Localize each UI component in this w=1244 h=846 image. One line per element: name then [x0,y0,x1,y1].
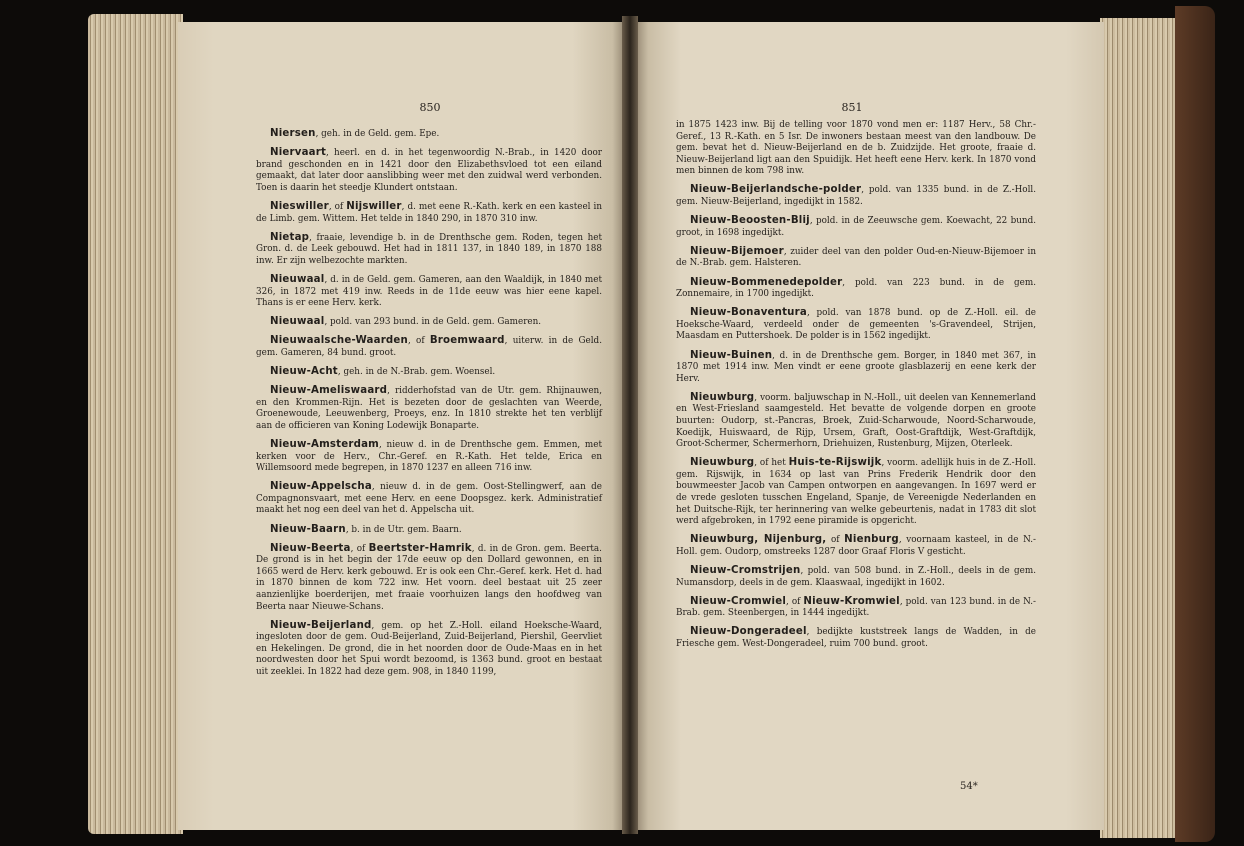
entry-headword: Nieuw-Beerta [270,542,351,554]
entry-headword: Nieuw-Beijerland [270,619,372,631]
dictionary-entry [676,392,1036,451]
entry-text: , pold. van 223 bund. in de gem. Zonnemaire, in 1700 ingedijkt. [676,277,1036,300]
dictionary-entry [256,543,602,614]
right-column-text [676,120,1036,657]
entry-text: , fraaie, levendige b. in de Drenthsche gem. Roden, tegen het Gron. d. de Leek gebouwd. Het had in 1811 137, in 1840 189, in 1870 188 inw. Er zijn welbezochte markten. [256,232,602,266]
dictionary-entry [256,335,602,359]
dictionary-entry [676,534,1036,558]
entry-text: , zuider deel van den polder Oud-en-Nieuw-Bijemoer in de N.-Brab. gem. Halsteren. [676,246,1036,269]
entry-text: , d. in de Gron. gem. Beerta. De grond is in het begin der 17de eeuw op den Dollard gewonnen, en in 1665 werd de Herv. kerk gebouwd. Er is ook een Chr.-Geref. kerk. Het d. had in 1870 binnen de kom 722 inw. Het voorn. deel bestaat uit 25 zeer aanzienlijke boerderijen, met fraaie voorhuizen langs den hoofdweg van Beerta naar Nieuwe-Schans. [256,543,602,612]
dictionary-entry [256,524,602,537]
page-edges-right [1100,18,1180,838]
dictionary-entry [676,565,1036,589]
entry-headword: Nieuw-Bommenedepolder [690,276,843,288]
entry-text: , pold. van 123 bund. in de N.-Brab. gem. Steenbergen, in 1444 ingedijkt. [676,596,1036,619]
entry-headword: Nieuw-Ameliswaard [270,385,388,397]
entry-headword: Nieuw-Amsterdam [270,438,379,450]
dictionary-entry [676,120,1036,178]
entry-text: , pold. van 293 bund. in de Geld. gem. Gameren. [324,317,542,328]
book-gutter [622,16,638,834]
entry-text: , voorm. baljuwschap in N.-Holl., uit deelen van Kennemerland en West-Friesland saamgesteld. Het bevatte de volgende dorpen en groote buurten: Oudorp, st.-Pancras, Broek, Zuid-Scharwoude, Noord-Scharwoude, Koedijk, Huiswaard, de Rijp, Ursem, Graft, Oost-Graftdijk, West-Graftdijk, Groot-Schermer, Schermerhorn, Driehuizen, Rustenburg, Mijzen, Oterleek. [676,392,1036,450]
dictionary-entry [256,232,602,268]
entry-text: , b. in de Utr. gem. Baarn. [345,524,462,535]
dictionary-entry [676,596,1036,620]
signature-mark: 54* [960,781,978,792]
entry-text: , uiterw. in de Geld. gem. Gameren, 84 bund. groot. [256,336,602,358]
dictionary-entry [256,274,602,310]
entry-headword: Nieuw-Dongeradeel [690,626,807,638]
page-number-left: 850 [419,101,441,114]
entry-headword: Nieuw-Beoosten-Blij [690,215,810,227]
entry-text: , pold. van 1878 bund. op de Z.-Holl. eil. de Hoeksche-Waard, verdeeld onder de gemeenten 's-Gravendeel, Strijen, Maasdam en Puttershoek. De polder is in 1562 ingedijkt. [676,308,1036,342]
book-cover-right [1175,6,1215,842]
entry-headword: Nijswiller [346,200,402,212]
entry-headword: Nieuwburg [690,391,755,403]
entry-text: , of het [754,458,789,469]
entry-text: , d. in de Drenthsche gem. Borger, in 1840 met 367, in 1870 met 1914 inw. Men vindt er eene groote glasblazerij en eene kerk der Herv. [676,350,1036,384]
entry-headword: Broemwaard [429,335,505,347]
entry-text: , nieuw d. in de gem. Oost-Stellingwerf, aan de Compagnonsvaart, met eene Herv. en eene Doopsgez. kerk. Administratief maakt het nog een deel van het d. Appelscha uit. [256,482,602,516]
entry-headword: Beertster-Hamrik [368,542,472,554]
entry-headword: Huis-te-Rijswijk [788,457,882,469]
entry-text: , voornaam kasteel, in de N.-Holl. gem. Oudorp, omstreeks 1287 door Graaf Floris V gesticht. [676,535,1036,557]
entry-text: , gem. op het Z.-Holl. eiland Hoeksche-Waard, ingesloten door de gem. Oud-Beijerland, Zuid-Beijerland, Piershil, Geervliet en Hekelingen. De grond, die in het noorden door de Oude-Maas en in het noordwesten door het Spui wordt bezoomd, is 1363 bund. groot en bestaat uit zeeklei. In 1822 had deze gem. 908, in 1840 1199, [256,620,602,678]
dictionary-entry [256,147,602,194]
entry-text: , of [407,336,430,347]
entry-headword: Niervaart [270,147,327,159]
entry-headword: Nieuwburg [690,457,755,469]
entry-text: , of [328,201,347,212]
page-number-right: 851 [841,101,863,114]
entry-headword: Nieuw-Bonaventura [690,307,807,319]
entry-headword: Nieuw-Cromwiel [690,595,787,607]
dictionary-entry [676,184,1036,208]
dictionary-entry [256,439,602,475]
entry-text: , d. in de Geld. gem. Gameren, aan den Waaldijk, in 1840 met 326, in 1872 met 419 inw. Reeds in de 11de eeuw was hier eene kapel. Thans is er eene Herv. kerk. [256,274,602,309]
entry-headword: Nieuwburg, Nijenburg, [690,534,827,546]
entry-headword: Nieswiller [270,200,329,212]
dictionary-entry [256,128,602,141]
entry-text: , geh. in de N.-Brab. gem. Woensel. [337,367,496,377]
entry-text: , of [786,596,804,607]
entry-headword: Nietap [270,231,310,243]
entry-headword: Nieuw-Beijerlandsche-polder [690,184,862,196]
dictionary-entry [256,385,602,432]
entry-text: , voorm. adellijk huis in de Z.-Holl. gem. Rijswijk, in 1634 op last van Prins Frederik Hendrik door den bouwmeester Jacob van Campen ontworpen en aangevangen. In 1697 werd er de vrede gesloten tusschen Engeland, Spanje, de Vereenigde Nederlanden en het Duitsche-Rijk, ter herinnering van welke gebeurtenis, nadat in 1783 dit slot werd afgebroken, in 1792 eene piramide is opgericht. [676,458,1036,527]
entry-headword: Nieuw-Kromwiel [803,595,900,607]
entry-text: , pold. van 1335 bund. in de Z.-Holl. gem. Nieuw-Beijerland, ingedijkt in 1582. [676,185,1036,208]
entry-headword: Nieuw-Appelscha [270,481,372,493]
entry-text: , nieuw d. in de Drenthsche gem. Emmen, met kerken voor de Herv., Chr.-Geref. en R.-Kath. Het telde, Erica en Willemsoord mede begrepen, in 1870 1237 en alleen 716 inw. [256,439,602,474]
dictionary-entry [256,620,602,679]
entry-headword: Niersen [270,128,316,139]
entry-headword: Nieuw-Baarn [270,523,346,535]
entry-headword: Nieuw-Buinen [690,349,773,361]
dictionary-entry [256,201,602,225]
entry-headword: Nieuw-Cromstrijen [690,565,801,576]
entry-text: , bedijkte kuststreek langs de Wadden, in de Friesche gem. West-Dongeradeel, ruim 700 bund. groot. [676,627,1036,649]
entry-text: , ridderhofstad van de Utr. gem. Rhijnauwen, en den Krommen-Rijn. Het is bezeten door de geslachten van Weerde, Groenewoude, Leeuwenberg, Proeys, enz. In 1810 strekte het ten verblijf aan de officieren van Koning Lodewijk Bonaparte. [256,386,602,431]
dictionary-entry [676,246,1036,270]
dictionary-entry [676,457,1036,528]
entry-text: , d. met eene R.-Kath. kerk en een kasteel in de Limb. gem. Wittem. Het telde in 1840 290, in 1870 310 inw. [256,201,602,224]
left-column-text [256,128,602,685]
entry-text: of [826,535,845,546]
dictionary-entry [676,350,1036,386]
entry-text: , pold. van 508 bund. in Z.-Holl., deels in de gem. Numansdorp, deels in de gem. Klaaswaal, ingedijkt in 1602. [676,566,1036,588]
entry-headword: Nieuw-Bijemoer [690,245,784,257]
entry-text: , geh. in de Geld. gem. Epe. [315,129,440,139]
page-edges-left [88,14,183,834]
entry-text: , heerl. en d. in het tegenwoordig N.-Brab., in 1420 door brand geschonden en in 1421 door den Elizabethsvloed tot een eiland gemaakt, dat later door aanslibbing weer met den zuidwal werd verbonden. Toen is daarin het steedje Klundert ontstaan. [256,148,602,193]
entry-headword: Nieuwaal [270,273,325,285]
dictionary-entry [256,366,602,379]
dictionary-entry [256,316,602,329]
entry-text: , of [350,543,369,554]
dictionary-entry [676,626,1036,650]
entry-headword: Nienburg [844,534,899,546]
entry-headword: Nieuwaal [270,316,325,328]
entry-text: , pold. in de Zeeuwsche gem. Koewacht, 22 bund. groot, in 1698 ingedijkt. [676,216,1036,238]
dictionary-entry [676,215,1036,239]
entry-headword: Nieuw-Acht [270,366,338,377]
entry-headword: Nieuwaalsche-Waarden [270,335,408,347]
dictionary-entry [676,277,1036,301]
entry-text: in 1875 1423 inw. Bij de telling voor 1870 vond men er: 1187 Herv., 58 Chr.-Geref., 13 R.-Kath. en 5 Isr. De inwoners bestaan meest van den landbouw. De gem. bevat het d. Nieuw-Beijerland en de b. Zuidzijde. Het groote, fraaie d. Nieuw-Beijerland ligt aan den Spuidijk. Het heeft eene Herv. kerk. In 1870 vond men binnen de kom 798 inw. [676,120,1036,177]
dictionary-entry [676,307,1036,343]
dictionary-entry [256,481,602,517]
